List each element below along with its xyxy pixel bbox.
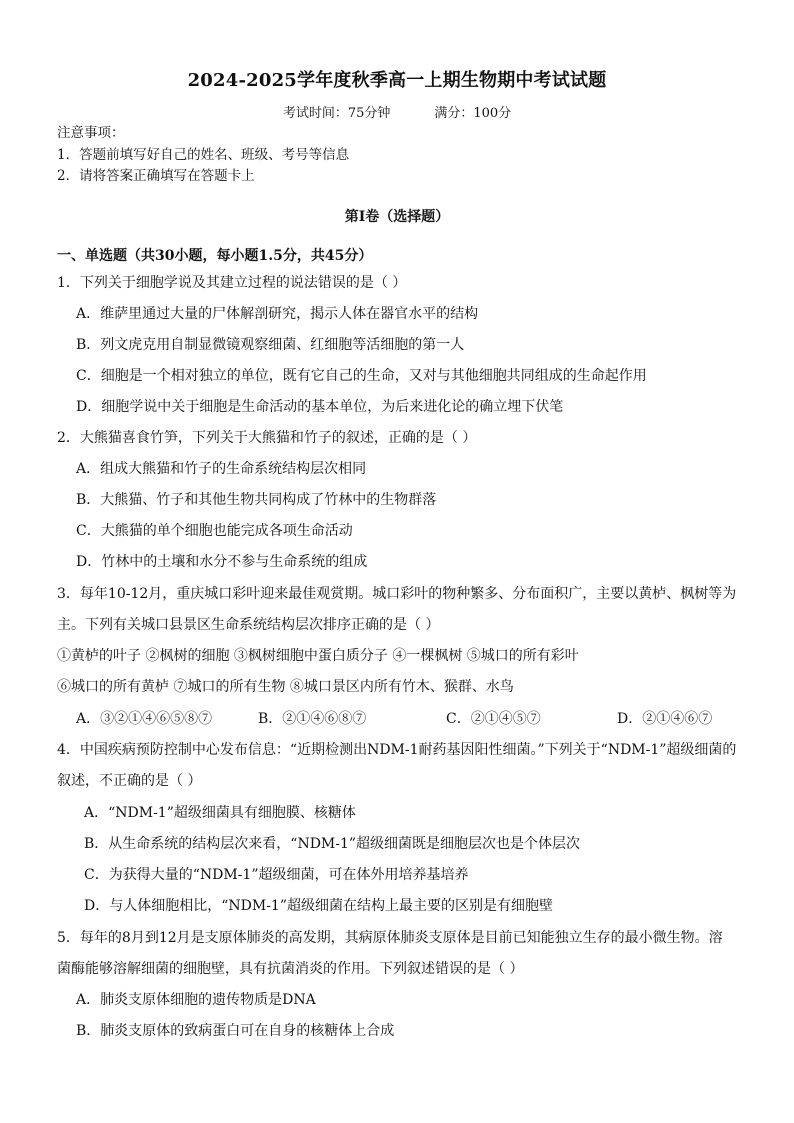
notice-item: 1．答题前填写好自己的姓名、班级、考号等信息	[57, 147, 350, 163]
question-4-option-a: A．“NDM-1”超级细菌具有细胞膜、核糖体	[84, 805, 356, 821]
question-1-option-a: A．维萨里通过大量的尸体解剖研究，揭示人体在器官水平的结构	[76, 306, 479, 322]
question-2-option-c: C．大熊猫的单个细胞也能完成各项生命活动	[76, 523, 353, 539]
question-3-option-a: A．③②①④⑥⑤⑧⑦	[76, 711, 213, 727]
question-3-stem: 3．每年10-12月，重庆城口彩叶迎来最佳观赏期。城口彩叶的物种繁多、分布面积广，主要以黄栌、枫树等为	[57, 586, 737, 602]
question-1-option-d: D．细胞学说中关于细胞是生命活动的基本单位，为后来进化论的确立埋下伏笔	[76, 399, 564, 415]
question-3-option-d: D．②①④⑥⑦	[617, 711, 713, 727]
question-4-stem: 4．中国疾病预防控制中心发布信息：“近期检测出NDM-1耐药基因阳性细菌。”下列关于“NDM-1”超级细菌的	[57, 742, 737, 758]
notice-item: 2．请将答案正确填写在答题卡上	[57, 168, 255, 184]
question-4-option-c: C．为获得大量的“NDM-1”超级细菌，可在体外用培养基培养	[84, 867, 469, 883]
question-3-stem: 主。下列有关城口县景区生命系统结构层次排序正确的是（ ）	[57, 617, 440, 633]
question-1-stem: 1．下列关于细胞学说及其建立过程的说法错误的是（ ）	[57, 275, 407, 291]
question-2-option-a: A．组成大熊猫和竹子的生命系统结构层次相同	[76, 461, 367, 477]
question-4-stem: 叙述，不正确的是（ ）	[57, 773, 202, 789]
question-2-option-d: D．竹林中的土壤和水分不参与生命系统的组成	[76, 554, 368, 570]
section-title: 第I卷（选择题）	[344, 209, 450, 225]
part-heading: 一、单选题（共30小题，每小题1.5分，共45分）	[57, 248, 373, 264]
question-5-stem: 菌酶能够溶解细菌的细胞壁，具有抗菌消炎的作用。下列叙述错误的是（ ）	[57, 961, 524, 977]
question-5-stem: 5．每年的8月到12月是支原体肺炎的高发期，其病原体肺炎支原体是目前已知能独立生存的最小微生物。溶	[57, 930, 723, 946]
question-2-stem: 2．大熊猫喜食竹笋，下列关于大熊猫和竹子的叙述，正确的是（ ）	[57, 430, 477, 446]
question-5-option-a: A．肺炎支原体细胞的遗传物质是DNA	[76, 992, 316, 1008]
question-4-option-b: B．从生命系统的结构层次来看，“NDM-1”超级细菌既是细胞层次也是个体层次	[84, 836, 581, 852]
question-2-option-b: B．大熊猫、竹子和其他生物共同构成了竹林中的生物群落	[76, 492, 437, 508]
question-3-option-c: C．②①④⑤⑦	[446, 711, 541, 727]
question-3-items: ⑥城口的所有黄栌 ⑦城口的所有生物 ⑧城口景区内所有竹木、猴群、水鸟	[57, 679, 514, 695]
exam-time: 考试时间：75分钟	[282, 106, 391, 121]
exam-title: 2024-2025学年度秋季高一上期生物期中考试试题	[187, 70, 607, 91]
question-3-option-b: B．②①④⑥⑧⑦	[258, 711, 367, 727]
question-5-option-b: B．肺炎支原体的致病蛋白可在自身的核糖体上合成	[76, 1023, 395, 1039]
question-3-items: ①黄栌的叶子 ②枫树的细胞 ③枫树细胞中蛋白质分子 ④一棵枫树 ⑤城口的所有彩叶	[57, 648, 579, 664]
question-1-option-b: B．列文虎克用自制显微镜观察细菌、红细胞等活细胞的第一人	[76, 337, 465, 353]
exam-score: 满分：100分	[434, 106, 512, 121]
question-4-option-d: D．与人体细胞相比，“NDM-1”超级细菌在结构上最主要的区别是有细胞壁	[84, 898, 553, 914]
notice-heading: 注意事项：	[57, 125, 125, 141]
question-1-option-c: C．细胞是一个相对独立的单位，既有它自己的生命，又对与其他细胞共同组成的生命起作用	[76, 368, 647, 384]
exam-meta	[0, 102, 794, 121]
